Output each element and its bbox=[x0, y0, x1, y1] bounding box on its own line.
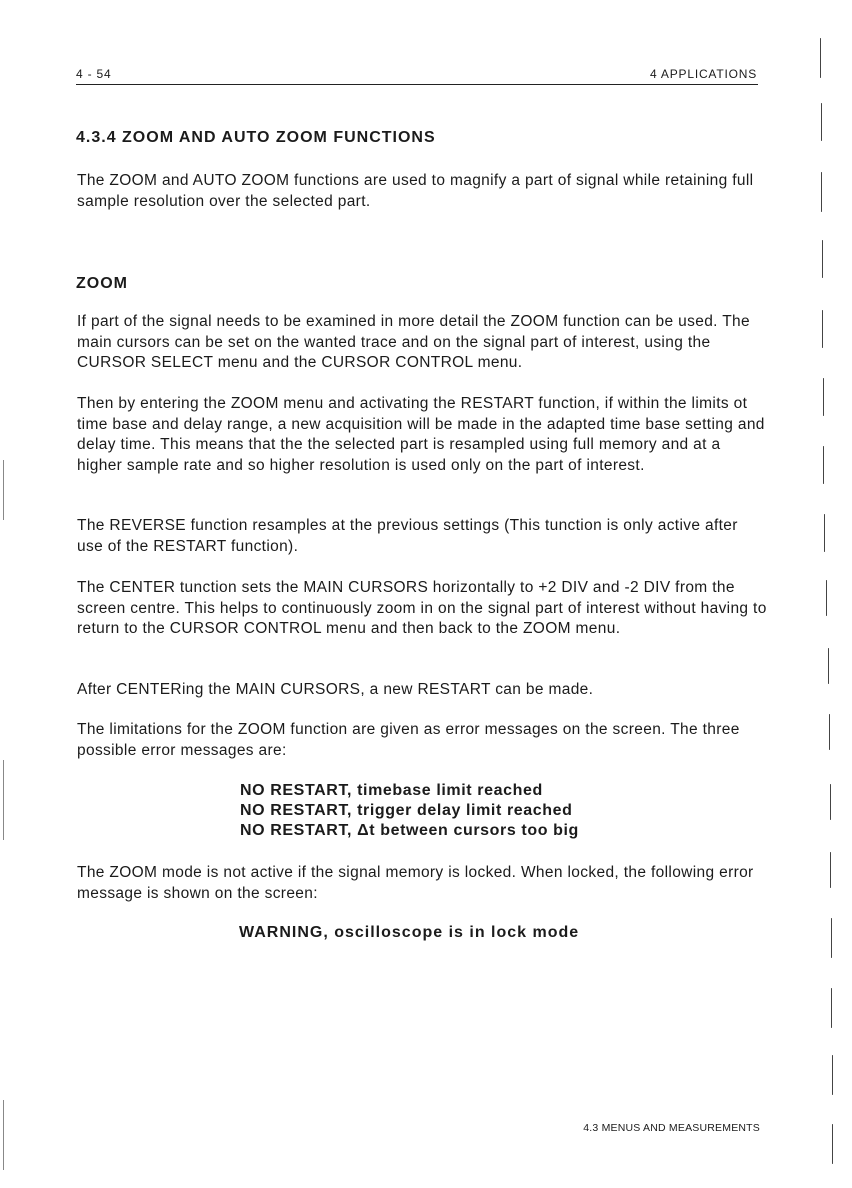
binding-mark bbox=[823, 446, 824, 484]
binding-mark bbox=[829, 714, 830, 750]
error-message: NO RESTART, trigger delay limit reached bbox=[240, 802, 573, 819]
binding-mark bbox=[821, 172, 822, 212]
section-title: 4.3.4 ZOOM AND AUTO ZOOM FUNCTIONS bbox=[76, 129, 436, 146]
header-chapter: 4 APPLICATIONS bbox=[649, 67, 757, 81]
binding-mark bbox=[822, 310, 823, 348]
zoom-heading: ZOOM bbox=[76, 275, 128, 292]
binding-mark bbox=[831, 988, 832, 1028]
footer-section: 4.3 MENUS AND MEASUREMENTS bbox=[583, 1122, 760, 1134]
header-page-number: 4 - 54 bbox=[76, 67, 112, 81]
error-message: NO RESTART, timebase limit reached bbox=[240, 782, 543, 799]
binding-mark bbox=[832, 1124, 833, 1164]
after-center-paragraph: After CENTERing the MAIN CURSORS, a new RESTART can be made. bbox=[77, 681, 594, 698]
binding-mark bbox=[824, 514, 825, 552]
warning-message: WARNING, oscilloscope is in lock mode bbox=[239, 924, 580, 941]
locked-paragraph: The ZOOM mode is not active if the signal memory is locked. When locked, the following error message is shown on the screen: bbox=[77, 864, 754, 902]
binding-mark bbox=[830, 784, 831, 820]
binding-mark bbox=[831, 918, 832, 958]
scan-artifact bbox=[3, 1100, 4, 1170]
error-message: NO RESTART, Δt between cursors too big bbox=[240, 822, 579, 839]
center-paragraph: The CENTER tunction sets the MAIN CURSORS horizontally to +2 DIV and -2 DIV from the screen centre. This helps to continuously zoom in on the signal part of interest without having to return to the CURSOR CONTROL menu and then back to the ZOOM menu. bbox=[77, 579, 767, 637]
binding-mark bbox=[830, 852, 831, 888]
binding-mark bbox=[832, 1055, 833, 1095]
binding-mark bbox=[820, 38, 821, 78]
scan-artifact bbox=[3, 460, 4, 520]
restart-paragraph: Then by entering the ZOOM menu and activating the RESTART function, if within the limits ot time base and delay range, a new acquisition will be made in the adapted time base setting and delay time. This means that the the selected part is resampled using full memory and at a higher sample rate and so higher resolution is used only on the part of interest. bbox=[77, 395, 765, 474]
binding-mark bbox=[821, 103, 822, 141]
binding-mark bbox=[823, 378, 824, 416]
cursors-paragraph: If part of the signal needs to be examined in more detail the ZOOM function can be used. The main cursors can be set on the wanted trace and on the signal part of interest, using the CURSOR SELECT menu and the CURSOR CONTROL menu. bbox=[77, 313, 750, 371]
binding-mark bbox=[822, 240, 823, 278]
binding-mark bbox=[828, 648, 829, 684]
header-rule bbox=[76, 84, 758, 85]
reverse-paragraph: The REVERSE function resamples at the previous settings (This tunction is only active after use of the RESTART function). bbox=[77, 517, 738, 555]
scan-artifact bbox=[3, 760, 4, 840]
binding-mark bbox=[826, 580, 827, 616]
intro-paragraph: The ZOOM and AUTO ZOOM functions are used to magnify a part of signal while retaining full sample resolution over the selected part. bbox=[77, 172, 754, 210]
limitations-paragraph: The limitations for the ZOOM function are given as error messages on the screen. The three possible error messages are: bbox=[77, 721, 740, 759]
